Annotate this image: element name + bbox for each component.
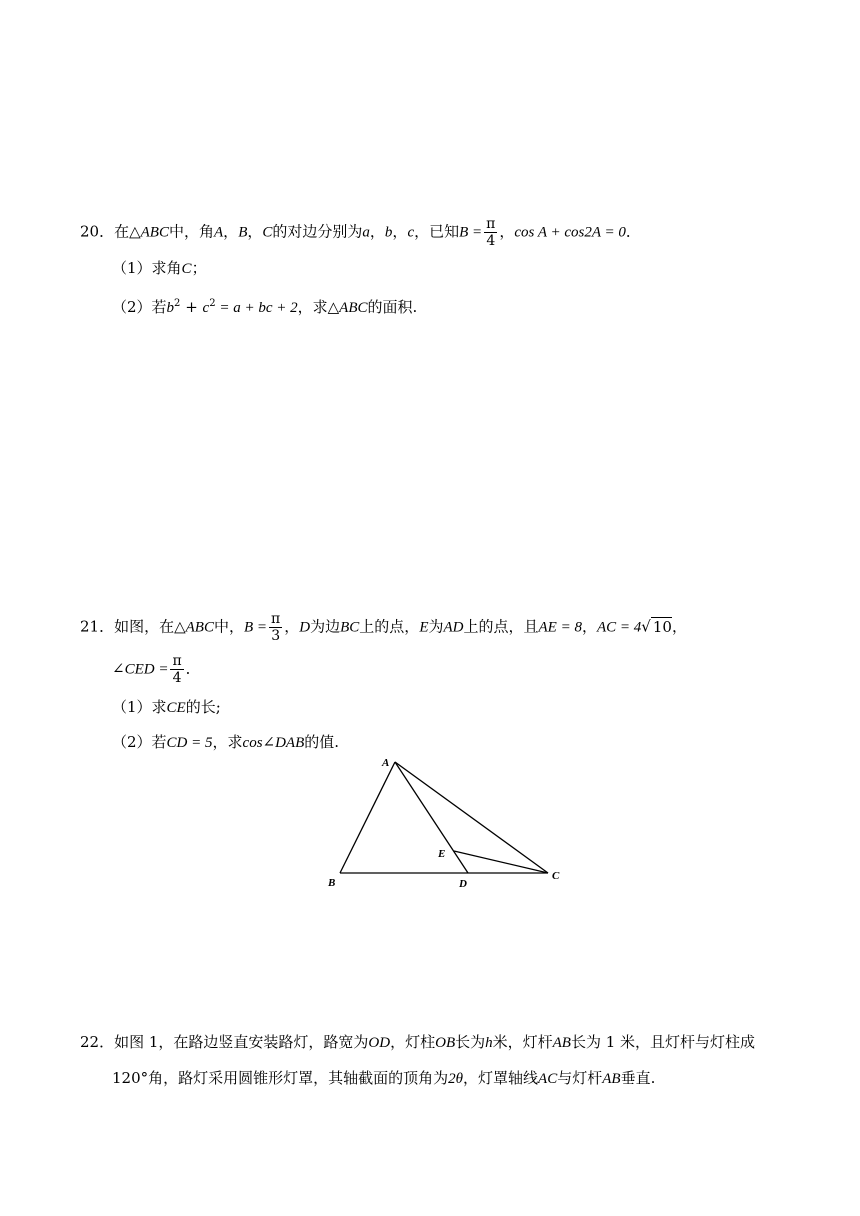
q21-part2: （2）若CD = 5，求cos∠DAB的值. bbox=[112, 733, 340, 751]
q20-part1: （1）求角C； bbox=[112, 259, 207, 277]
q22-line1: 22．如图 1，在路边竖直安装路灯，路宽为OD，灯柱OB长为h米，灯杆AB长为 1 米，且灯杆与灯柱成 bbox=[80, 1033, 756, 1051]
fraction-pi-over-4: $\frac{\pi}{4}$ bbox=[486, 216, 496, 249]
q22-line2: 120°角，路灯采用圆锥形灯罩，其轴截面的顶角为2θ，灯罩轴线AC与灯杆AB垂直. bbox=[112, 1069, 656, 1087]
q20-line1: 20．在△ABC中，角A，B，C的对边分别为a，b，c，已知B = $\frac{\pi}{4}$ ，cos A + cos2A = 0． bbox=[80, 216, 641, 249]
fraction-pi-over-4-angle: $\frac{\pi}{4}$ bbox=[172, 653, 182, 686]
fraction-pi-over-3: $\frac{\pi}{3}$ bbox=[271, 611, 281, 644]
segment-ad bbox=[395, 762, 468, 873]
label-e: E bbox=[438, 848, 446, 860]
label-d: D bbox=[459, 878, 467, 890]
triangle-figure bbox=[320, 752, 580, 892]
q20-part2: （2）若$b^2 + c^2 = a$ + bc + 2，求△ABC的面积. bbox=[112, 298, 418, 316]
label-c: C bbox=[552, 870, 560, 882]
segment-ab bbox=[340, 762, 395, 873]
q21-line2: ∠CED = $\frac{\pi}{4}$ ． bbox=[112, 653, 201, 686]
q21-part1: （1）求CE的长; bbox=[112, 698, 221, 716]
q21-line1: 21．如图，在△ABC中，B = $\frac{\pi}{3}$ ，D为边BC上的点，E为AD上的点，且AE = 8，AC = 4√ 10， bbox=[80, 611, 687, 644]
label-b: B bbox=[328, 877, 336, 889]
segment-ac bbox=[395, 762, 548, 873]
label-a: A bbox=[382, 757, 390, 769]
sqrt-symbol: √ bbox=[641, 617, 651, 636]
